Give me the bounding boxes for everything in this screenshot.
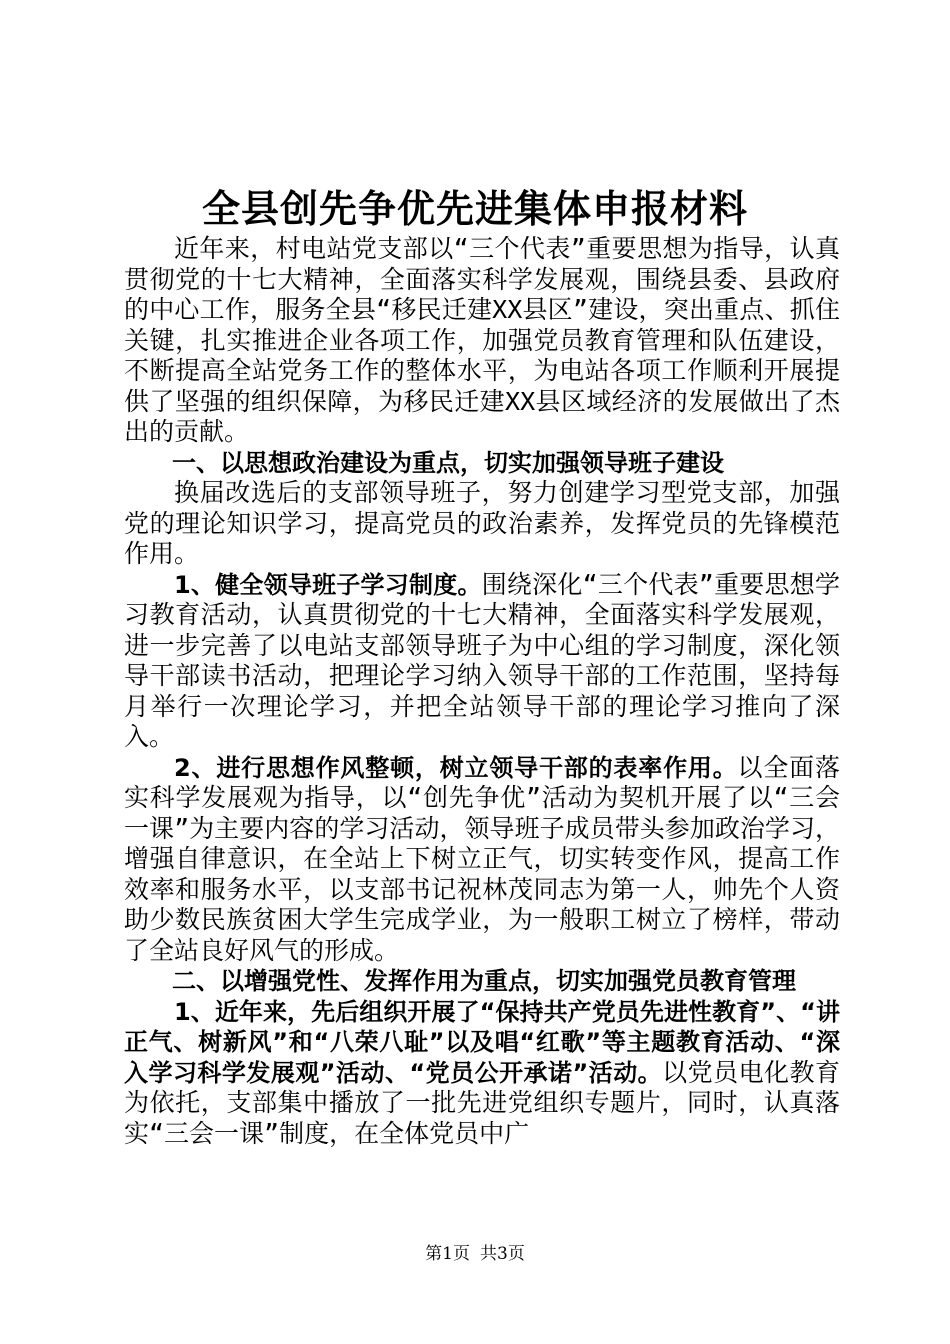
section-heading-1: 一、以思想政治建设为重点，切实加强领导班子建设 [172,448,724,477]
item-body-text: 以党员电化教育为依托，支部集中播放了一批先进党组织专题片，同时，认真落实“三会一课”制度，在全体党员中广 [124,1057,840,1148]
section-1-item-1-paragraph [124,570,840,753]
item-lead-text: 2、进行思想作风整顿，树立领导干部的表率作用。 [174,753,738,782]
item-lead-text: 1、近年来，先后组织开展了“保持共产党员先进性教育”、“讲正气、树新风”和“八荣八耻”以及唱“红歌”等主题教育活动、“深入学习科学发展观”活动、“党员公开承诺”活动。 [124,997,840,1087]
item-lead-text: 1、健全领导班子学习制度。 [174,570,482,599]
page-footer [0,1242,950,1266]
document-body [124,234,840,1149]
page-total: 共3页 [480,1244,525,1264]
document-title: 全县创先争优先进集体申报材料 [201,186,748,231]
page-number: 第1页 [425,1244,470,1264]
section-1-item-2-paragraph [124,753,840,967]
section-1-intro-paragraph: 换届改选后的支部领导班子，努力创建学习型党支部，加强党的理论知识学习，提高党员的政治素养，发挥党员的先锋模范作用。 [124,478,840,568]
section-heading-2: 二、以增强党性、发挥作用为重点，切实加强党员教育管理 [172,967,796,995]
section-2-item-1-paragraph [124,997,840,1150]
intro-paragraph: 近年来，村电站党支部以“三个代表”重要思想为指导，认真贯彻党的十七大精神，全面落实科学发展观，围绕县委、县政府的中心工作，服务全县“移民迁建XX县区”建设，突出重点、抓住关键，扎实推进企业各项工作，加强党员教育管理和队伍建设，不断提高全站党务工作的整体水平，为电站各项工作顺利开展提供了坚强的组织保障，为移民迁建XX县区域经济的发展做出了杰出的贡献。 [124,234,840,446]
item-body-text: 以全面落实科学发展观为指导，以“创先争优”活动为契机开展了以“三会一课”为主要内容的学习活动，领导班子成员带头参加政治学习，增强自律意识，在全站上下树立正气，切实转变作风，提高工作效率和服务水平，以支部书记祝林茂同志为第一人，帅先个人资助少数民族贫困大学生完成学业，为一般职工树立了榜样，带动了全站良好风气的形成。 [124,752,840,965]
item-body-text: 围绕深化“三个代表”重要思想学习教育活动，认真贯彻党的十七大精神，全面落实科学发展观，进一步完善了以电站支部领导班子为中心组的学习制度，深化领导干部读书活动，把理论学习纳入领导干部的工作范围，坚持每月举行一次理论学习，并把全站领导干部的理论学习推向了深入。 [124,569,840,751]
